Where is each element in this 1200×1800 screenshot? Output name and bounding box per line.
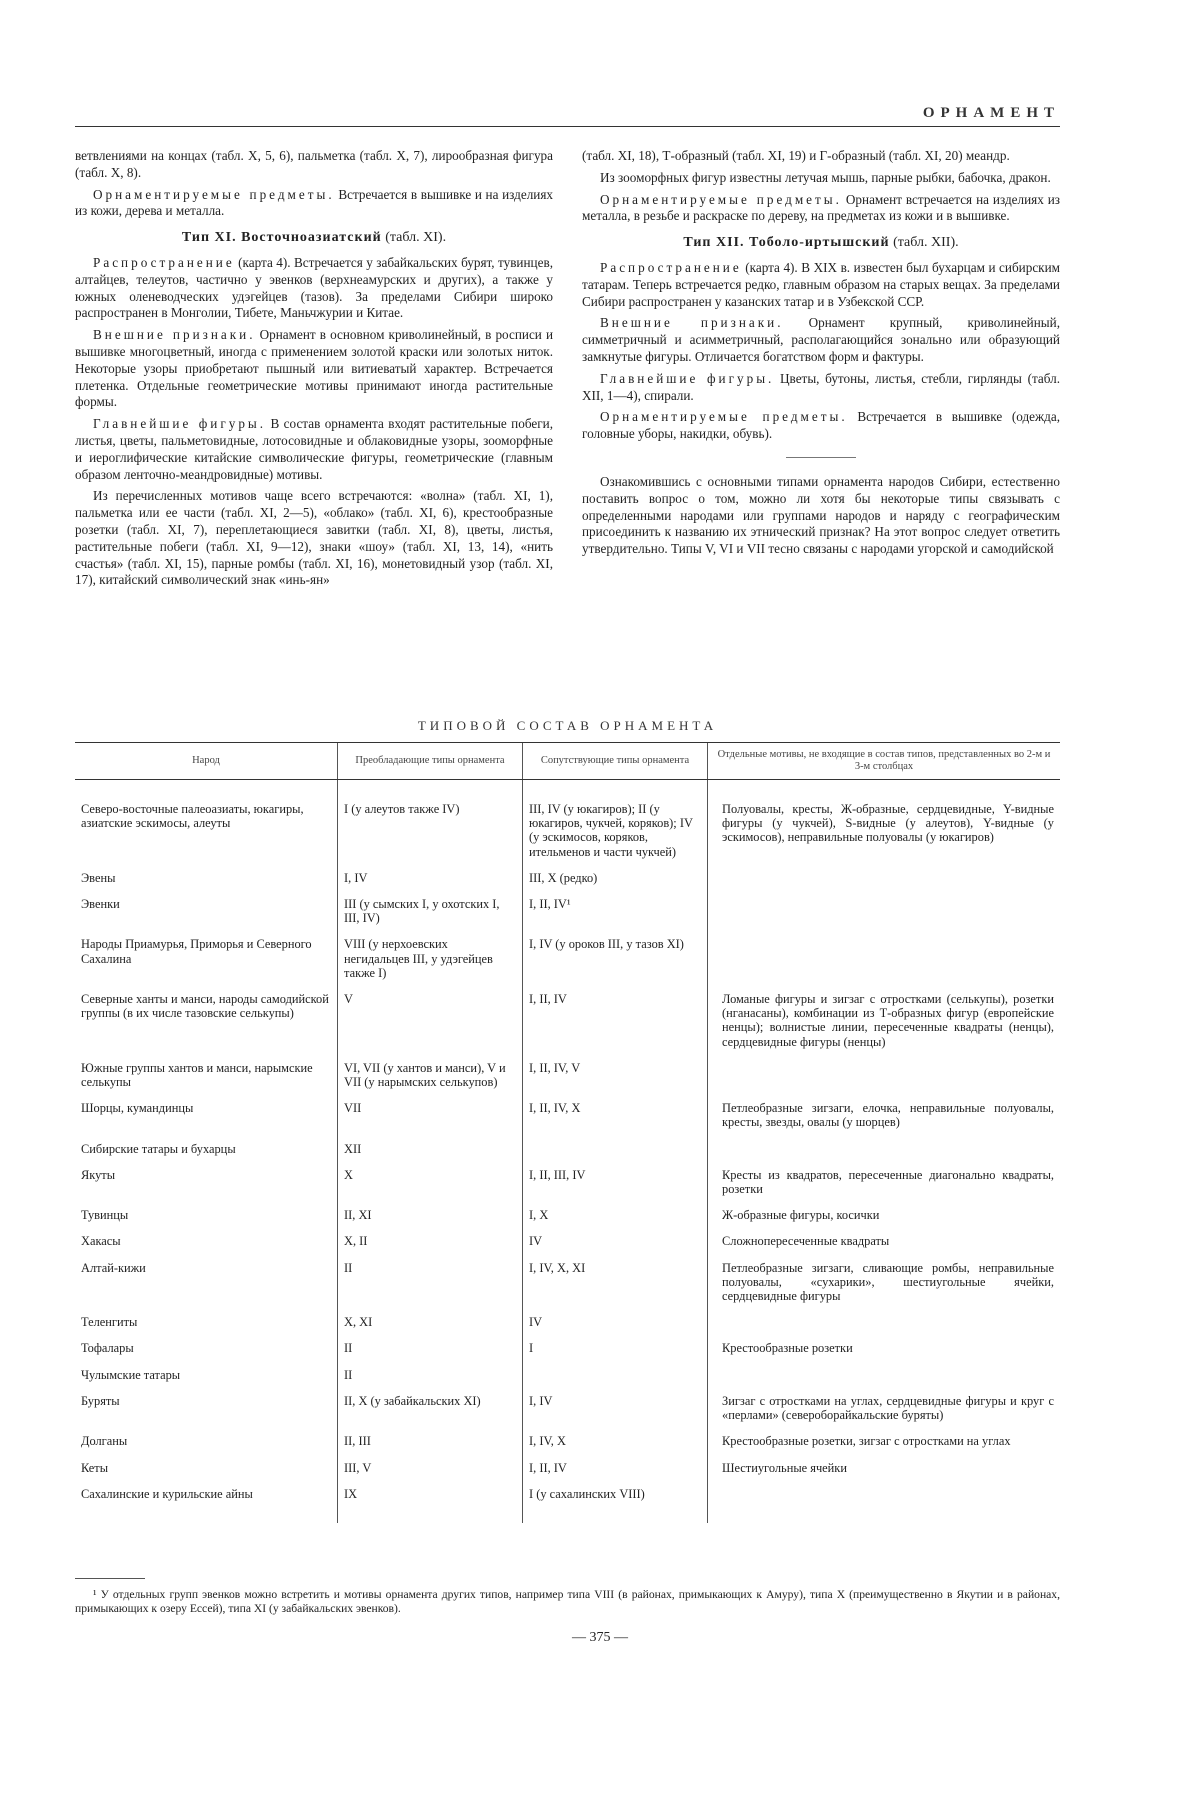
cell-separate-motifs: Ломаные фигуры и зигзаг с отростками (селькупы), розетки (нганасаны), комбинации из Т-образных фигур (европейские ненцы); волнистые линии, пересеченные квадраты (ненцы), сердцевидные фигуры (ненцы) [708,988,1061,1057]
cell-accompanying-types: I, X [523,1204,708,1230]
cell-accompanying-types: I [523,1337,708,1363]
paragraph: (табл. XI, 18), Т-образный (табл. XI, 19) и Г-образный (табл. XI, 20) меандр. [582,148,1010,163]
table-header-row [75,743,1060,780]
paragraph: Внешние признаки. Орнамент крупный, криволинейный, симметричный и асимметричный, располагающийся зонально или образующий замкнутые фигуры. Отличается богатством форм и фактуры. [582,315,1061,364]
cell-people: Сибирские татары и бухарцы [81,1141,236,1156]
cell-people: Эвены [81,870,116,885]
cell-separate-motifs: Сложнопересеченные квадраты [708,1230,1061,1256]
cell-accompanying-types: I, II, IV [523,988,708,1057]
paragraph-label: Внешние признаки. [600,315,784,331]
cell-separate-motifs [708,1057,1061,1097]
cell-predominant-types: II [338,1337,523,1363]
cell-predominant-types: III (у сымских I, у охотских I, III, IV) [338,893,523,933]
paragraph-label: Главнейшие фигуры. [93,416,267,432]
cell-predominant-types: II [338,1364,523,1390]
table-row [75,1311,1060,1337]
cell-separate-motifs [708,1311,1061,1337]
cell-accompanying-types [523,1138,708,1164]
cell-predominant-types: III, V [338,1457,523,1483]
cell-predominant-types: VIII (у нерхоевских негидальцев III, у удэгейцев также I) [338,933,523,988]
cell-predominant-types: X [338,1164,523,1204]
cell-separate-motifs: Крестообразные розетки [708,1337,1061,1363]
paragraph: Орнаментируемые предметы. Орнамент встречается на изделиях из металла, в резьбе и раскраске по дереву, на предметах из кожи и в вышивке. [582,191,1061,224]
cell-accompanying-types: I, IV [523,1390,708,1430]
table-row [75,988,1060,1057]
cell-accompanying-types: I, IV, X [523,1430,708,1456]
ornament-composition-table [75,742,1060,1523]
paragraph: Внешние признаки. Орнамент в основном криволинейный, в росписи и вышивке многоцветный, иногда с применением золотой краски или золотых ниток. Некоторые узоры приобретают пышный или витиеватый характер. Встречается плетенка. Отдельные геометрические мотивы принимают иногда растительные формы. [75,327,554,410]
cell-people: Эвенки [81,897,120,912]
cell-separate-motifs: Крестообразные розетки, зигзаг с отростками на углах [708,1430,1061,1456]
cell-accompanying-types: III, X (редко) [523,867,708,893]
cell-predominant-types: X, XI [338,1311,523,1337]
paragraph: Из зооморфных фигур известны летучая мышь, парные рыбки, бабочка, дракон. [600,169,1051,185]
cell-separate-motifs: Шестиугольные ячейки [708,1457,1061,1483]
page-number: — 375 — [572,1630,628,1645]
paragraph: ветвлениями на концах (табл. X, 5, 6), пальметка (табл. X, 7), лирообразная фигура (табл. X, 8). [75,148,553,180]
table-row [75,1483,1060,1523]
cell-separate-motifs: Петлеобразные зигзаги, сливающие ромбы, неправильные полуовалы, «сухарики», шестиугольные ячейки, сердцевидные фигуры [708,1257,1061,1312]
table-title: ТИПОВОЙ СОСТАВ ОРНАМЕНТА [417,718,718,733]
table-row [75,1097,1060,1137]
cell-people: Якуты [81,1167,116,1182]
cell-predominant-types: IX [338,1483,523,1523]
footnote: ¹ У отдельных групп эвенков можно встретить и мотивы орнамента других типов, например типа VIII (в районах, примыкающих к Амуру), типа X (преимущественно в Якутии и в районах, примыкающих к озеру Ессей), типа XI (у забайкальских эвенков). [75,1588,1060,1615]
running-title: ОРНАМЕНТ [922,105,1060,121]
right-text-column [582,148,1060,563]
cell-people: Буряты [81,1393,120,1408]
cell-predominant-types: II, XI [338,1204,523,1230]
section-divider [786,457,856,458]
paragraph: Орнаментируемые предметы. Встречается в вышивке (одежда, головные уборы, накидки, обувь). [582,409,1060,442]
cell-people: Хакасы [81,1234,121,1249]
cell-accompanying-types: I, II, IV¹ [523,893,708,933]
cell-predominant-types: VII [338,1097,523,1137]
cell-people: Северо-восточные палеоазиаты, юкагиры, азиатские эскимосы, алеуты [81,802,304,831]
table-row [75,1257,1060,1312]
table-row [75,933,1060,988]
table-row [75,1057,1060,1097]
cell-accompanying-types: IV [523,1311,708,1337]
table-row [75,1390,1060,1430]
cell-accompanying-types: I, IV, X, XI [523,1257,708,1312]
paragraph-label: Орнаментируемые предметы. [93,186,335,202]
cell-separate-motifs [708,933,1061,988]
section-heading-title: Тип XI. Восточноазиатский [181,230,382,246]
cell-people: Алтай-кижи [81,1260,146,1275]
cell-predominant-types: V [338,988,523,1057]
column-header-accompanying-types: Сопутствующие типы орнамента [523,743,708,780]
paragraph: Из перечисленных мотивов чаще всего встречаются: «волна» (табл. XI, 1), пальметка или ее части (табл. XI, 2—5), «облако» (табл. XI, 6), крестообразные розетки (табл. XI, 7), переплетающиеся завитки (табл. XI, 8), цветы, листья, растительные побеги (табл. XI, 9—12), знаки «шоу» (табл. XI, 13, 14), «нить счастья» (табл. XI, 15), парные ромбы (табл. XI, 16), монетовидный узор (табл. XI, 17), китайский символический знак «инь-ян» [75,488,553,588]
paragraph: Распространение (карта 4). В XIX в. известен был бухарцам и сибирским татарам. Теперь встречается редко, главным образом на старых вещах. За пределами Сибири распространен у казанских татар и в Узбекской ССР. [582,259,1060,309]
cell-predominant-types: I, IV [338,867,523,893]
cell-separate-motifs [708,893,1061,933]
cell-people: Народы Приамурья, Приморья и Северного Сахалина [81,937,312,966]
cell-people: Долганы [81,1434,128,1449]
column-header-separate-motifs: Отдельные мотивы, не входящие в состав типов, представленных во 2-м и 3-м столбцах [708,743,1061,780]
cell-people: Тувинцы [81,1208,129,1223]
cell-accompanying-types: I, II, IV, V [523,1057,708,1097]
table-row [75,780,1060,867]
cell-people: Северные ханты и манси, народы самодийской группы (в их числе тазовские селькупы) [81,992,329,1021]
cell-separate-motifs: Полуовалы, кресты, Ж-образные, сердцевидные, Y-видные фигуры (у чукчей), S-видные (у алеутов), Y-видные (у эскимосов), неправильные полуовалы (у юкагиров) [708,780,1061,867]
paragraph-label: Главнейшие фигуры. [600,370,775,386]
cell-predominant-types: XII [338,1138,523,1164]
cell-accompanying-types: I, II, IV [523,1457,708,1483]
cell-people: Кеты [81,1460,109,1475]
cell-separate-motifs: Зигзаг с отростками на углах, сердцевидные фигуры и круг с «перлами» (североборайкальские буряты) [708,1390,1061,1430]
cell-separate-motifs [708,867,1061,893]
paragraph: Ознакомившись с основными типами орнамента народов Сибири, естественно поставить вопрос о том, можно ли хотя бы некоторые типы связывать с определенными народами или группами народов и наряду с географическим присоединить к названию их этнический признак? На этот вопрос следует ответить утвердительно. Типы V, VI и VII тесно связаны с народами угорской и самодийской [582,473,1060,557]
cell-predominant-types: II [338,1257,523,1312]
cell-separate-motifs: Петлеобразные зигзаги, елочка, неправильные полуовалы, кресты, звезды, овалы (у шорцев) [708,1097,1061,1137]
cell-predominant-types: X, II [338,1230,523,1256]
cell-accompanying-types: I, II, IV, X [523,1097,708,1137]
table-row [75,1164,1060,1204]
paragraph-label: Орнаментируемые предметы. [600,191,842,207]
section-heading: Тип XI. Восточноазиатский (табл. XI). [181,230,447,246]
cell-accompanying-types [523,1364,708,1390]
cell-separate-motifs: Кресты из квадратов, пересеченные диагонально квадраты, розетки [708,1164,1061,1204]
paragraph-label: Внешние признаки. [93,327,256,343]
cell-accompanying-types: I (у сахалинских VIII) [523,1483,708,1523]
footnote-divider [75,1578,145,1579]
cell-people: Сахалинские и курильские айны [81,1486,253,1501]
paragraph-label: Распространение [93,254,235,270]
column-header-predominant-types: Преобладающие типы орнамента [338,743,523,780]
paragraph: Главнейшие фигуры. Цветы, бутоны, листья, стебли, гирлянды (табл. XII, 1—4), спирали. [582,370,1060,403]
cell-predominant-types: II, X (у забайкальских XI) [338,1390,523,1430]
left-text-column [75,148,553,594]
cell-predominant-types: I (у алеутов также IV) [338,780,523,867]
cell-people: Южные группы хантов и манси, нарымские селькупы [81,1060,313,1090]
running-header [75,96,1060,127]
table-row [75,1204,1060,1230]
table-row [75,893,1060,933]
cell-separate-motifs [708,1138,1061,1164]
table-body [75,780,1060,1523]
paragraph: Главнейшие фигуры. В состав орнамента входят растительные побеги, листья, цветы, пальметовидные, лотосовидные и облаковидные узоры, зооморфные и иероглифические китайские символические фигуры, геометрические (главным образом ленточно-меандровидные) мотивы. [75,416,553,482]
table-row [75,1430,1060,1456]
cell-people: Шорцы, кумандинцы [81,1101,194,1116]
table-row [75,1230,1060,1256]
paragraph: Орнаментируемые предметы. Встречается в вышивке и на изделиях из кожи, дерева и металла. [75,186,553,219]
cell-accompanying-types: III, IV (у юкагиров); II (у юкагиров, чукчей, коряков); IV (у эскимосов, коряков, ительменов и части чукчей) [523,780,708,867]
cell-accompanying-types: I, II, III, IV [523,1164,708,1204]
column-header-people: Народ [75,743,338,780]
table-row [75,1364,1060,1390]
table-row [75,867,1060,893]
cell-accompanying-types: I, IV (у ороков III, у тазов XI) [523,933,708,988]
cell-people: Тофалары [81,1341,134,1356]
cell-predominant-types: II, III [338,1430,523,1456]
paragraph: Распространение (карта 4). Встречается у забайкальских бурят, тувинцев, алтайцев, телеутов, частично у эвенков (верхнеамурских и других), а также у южных оленеводческих удэгейцев (тазов). За пределами Сибири широко распространен в Монголии, Тибете, Маньчжурии и Китае. [75,254,553,321]
paragraph-label: Орнаментируемые предметы. [600,409,848,425]
cell-separate-motifs [708,1364,1061,1390]
section-heading-title: Тип XII. Тоболо-иртышский [683,235,890,251]
cell-separate-motifs: Ж-образные фигуры, косички [708,1204,1061,1230]
table-row [75,1337,1060,1363]
cell-people: Чулымские татары [81,1367,181,1382]
cell-people: Теленгиты [81,1315,138,1330]
table-row [75,1138,1060,1164]
cell-predominant-types: VI, VII (у хантов и манси), V и VII (у нарымских селькупов) [338,1057,523,1097]
cell-accompanying-types: IV [523,1230,708,1256]
cell-separate-motifs [708,1483,1061,1523]
section-heading: Тип XII. Тоболо-иртышский (табл. XII). [683,235,959,251]
paragraph-label: Распространение [600,259,742,275]
table-row [75,1457,1060,1483]
